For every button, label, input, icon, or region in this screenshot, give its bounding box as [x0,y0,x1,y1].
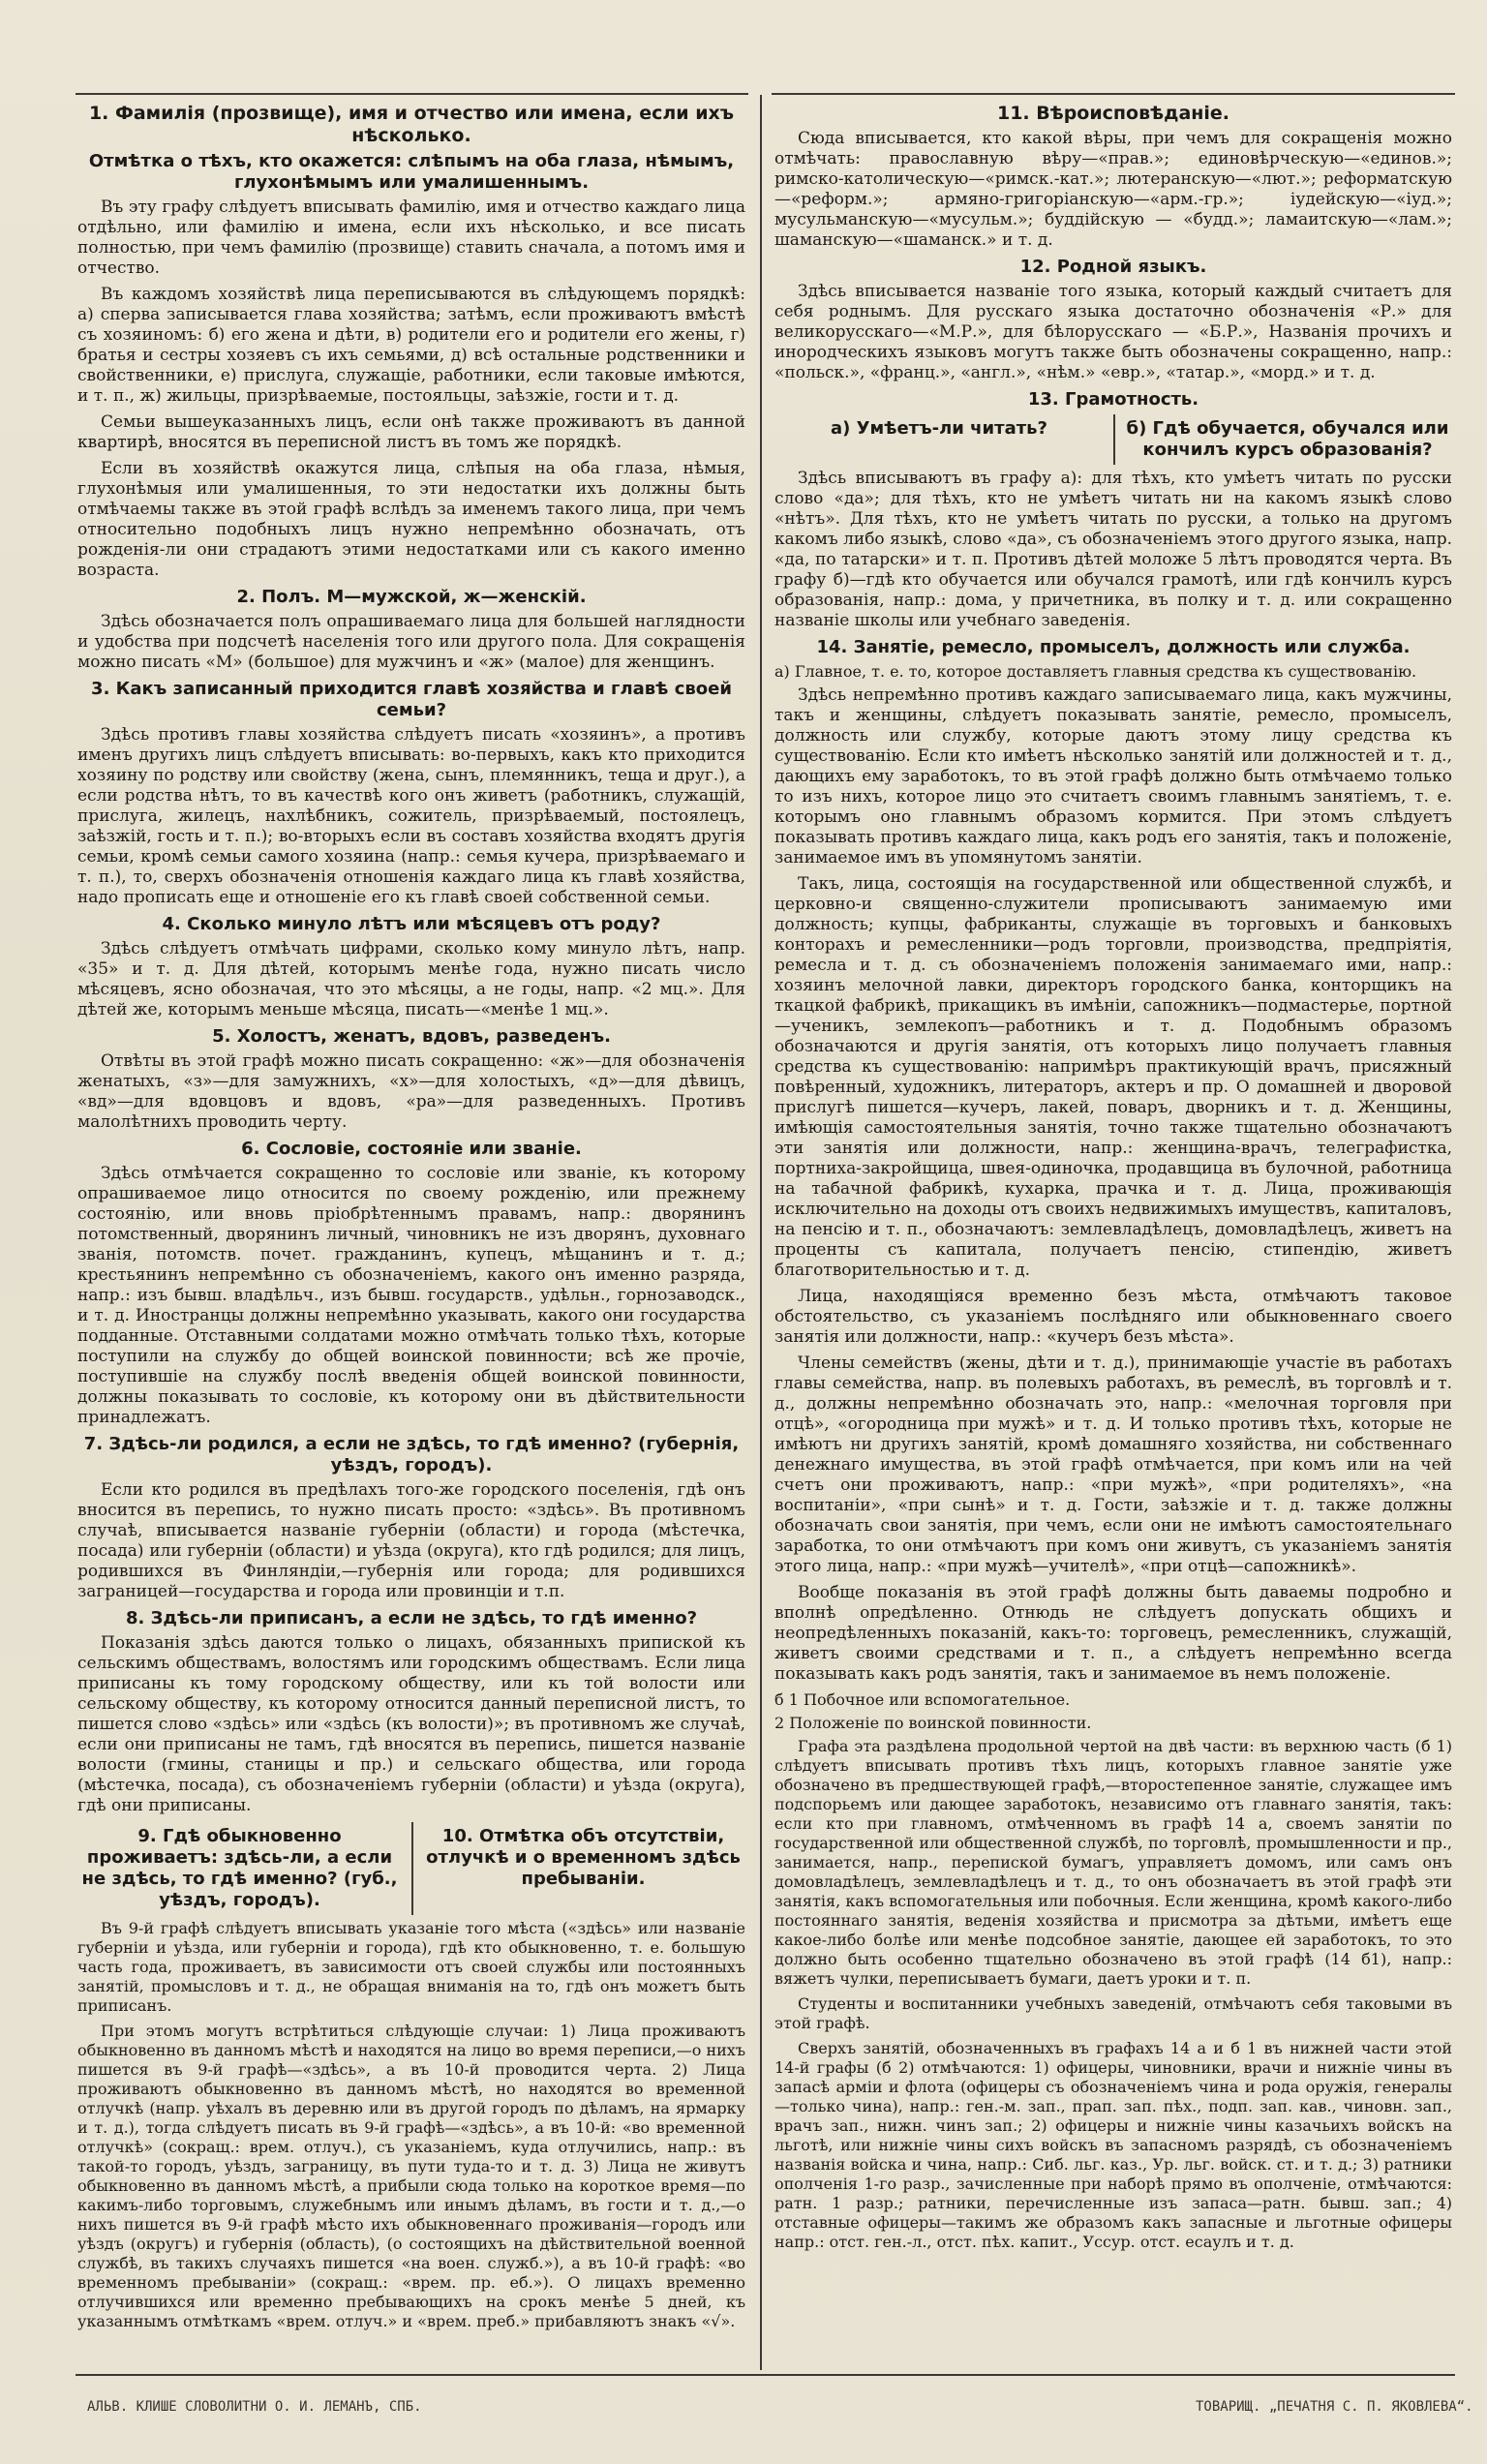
printer-imprint-right: ТОВАРИЩ. „ПЕЧАТНЯ С. П. ЯКОВЛЕВА“. [1196,2399,1473,2415]
section-1-heading: 1. Фамилія (прозвище), имя и отчество или имена, если ихъ нѣсколько. [88,103,735,146]
section-12-heading: 12. Родной языкъ. [1019,257,1207,277]
section-14-heading: 14. Занятіе, ремесло, промыселъ, должность или служба. [816,637,1411,657]
paragraph: Сверхъ занятій, обозначенныхъ въ графахъ 14 а и б 1 въ нижней части этой 14-й графы (б 2) отмѣчаются: 1) офицеры, чиновники, врачи и нижніе чины въ запасѣ арміи и флота (офицеры съ обозначеніемъ чина и рода оружія, генералы—только чина), напр.: ген.-м. зап., прап. зап. пѣх., подп. зап. кав., чиновн. зап., врачъ зап., нижн. чинъ зап.; 2) офицеры и нижніе чины казачьихъ войскъ на льготѣ, или нижніе чины сихъ войскъ въ запасномъ разрядѣ, съ обозначеніемъ названія войска и чина, напр.: Сиб. льг. каз., Ур. льг. войск. ст. и т. д.; 3) ратники ополченія 1-го разр., зачисленные при наборѣ прямо въ ополченіе, отмѣчаются: ратн. 1 разр.; ратники, перечисленные изъ запаса—ратн. бывш. зап.; 4) отставные офицеры—такимъ же образомъ какъ запасные и льготные офицеры напр.: отст. ген.-л., отст. пѣх. капит., Уссур. отст. есаулъ и т. д. [774,2039,1452,2251]
paragraph: При этомъ могутъ встрѣтиться слѣдующіе случаи: 1) Лица проживаютъ обыкновенно въ данномъ мѣстѣ и находятся на лицо во время переписи,—о нихъ пишется въ 9-й графѣ—«здѣсь», а въ 10-й проводится черта. 2) Лица проживаютъ обыкновенно въ данномъ мѣстѣ, но находятся во временной отлучкѣ (напр. уѣхалъ въ деревню или въ другой городъ по дѣламъ, на ярмарку и т. д.), тогда слѣдуетъ писать въ 9-й графѣ—«здѣсь», а въ 10-й: «во временной отлучкѣ» (сокращ.: врем. отлуч.), съ указаніемъ, куда отлучились, напр.: въ такой-то городъ, уѣздъ, заграницу, въ пути туда-то и т. д. 3) Лица не живутъ обыкновенно въ данномъ мѣстѣ, а прибыли сюда только на короткое время—по какимъ-либо торговымъ, служебнымъ или инымъ дѣламъ, въ гости и т. д.,—о нихъ пишется въ 9-й графѣ мѣсто ихъ обыкновеннаго проживанія—городъ или уѣздъ (округъ) и губернія (область), (о состоящихъ на дѣйствительной военной службѣ, въ такихъ случаяхъ пишется «на воен. служб.»), а въ 10-й графѣ: «во временномъ пребываніи» (сокращ.: «врем. пр. еб.»). О лицахъ временно отлучившихся или временно пребывающихъ на срокъ менѣе 5 дней, къ указаннымъ отмѣткамъ «врем. отлуч.» и «врем. преб.» прибавляютъ знакъ «√». [77,2022,745,2330]
section-7-heading: 7. Здѣсь-ли родился, а если не здѣсь, то гдѣ именно? (губернія, уѣздъ, городъ). [83,1434,740,1475]
section-13-heading: 13. Грамотность. [1027,389,1199,410]
section-3-heading: 3. Какъ записанный приходится главѣ хозяйства и главѣ своей семьи? [91,679,732,720]
paragraph: Если въ хозяйствѣ окажутся лица, слѣпыя на оба глаза, нѣмыя, глухонѣмыя или умалишенныя, то эти недостатки ихъ должны быть отмѣчаемы также въ этой графѣ вслѣдъ за именемъ такого лица, при чемъ относительно подобныхъ лицъ нужно непремѣнно обозначать, отъ рожденія-ли они страдаютъ этими недостатками или съ какого именно возраста. [77,459,745,580]
section-9-heading: 9. Гдѣ обыкновенно проживаетъ: здѣсь-ли, а если не здѣсь, то гдѣ именно? (губ., уѣздъ, городъ). [81,1826,398,1910]
sections-9-10-heading [77,1822,745,1915]
paragraph: Отвѣты въ этой графѣ можно писать сокращенно: «ж»—для обозначенія женатыхъ, «з»—для замужнихъ, «х»—для холостыхъ, «д»—для дѣвицъ, «вд»—для вдовцовъ и вдовъ, «ра»—для разведенныхъ. Противъ малолѣтнихъ проводить черту. [77,1051,745,1132]
paragraph: Здѣсь вписывается названіе того языка, который каждый считаетъ для себя роднымъ. Для русскаго языка достаточно обозначенія «Р.» для великорусскаго—«М.Р.», для бѣлорусскаго — «Б.Р.», Названія прочихъ и инородческихъ языковъ могутъ также быть обозначены сокращенно, напр.: «польск.», «франц.», «англ.», «нѣм.» «евр.», «татар.», «морд.» и т. д. [774,282,1452,382]
section-4-heading: 4. Сколько минуло лѣтъ или мѣсяцевъ отъ роду? [162,914,661,934]
paragraph: Семьи вышеуказанныхъ лицъ, если онѣ также проживаютъ въ данной квартирѣ, вносятся въ переписной листъ въ томъ же порядкѣ. [77,412,745,452]
section-6-heading: 6. Сословіе, состояніе или званіе. [241,1139,582,1159]
section-13a-heading: а) Умѣетъ-ли читать? [831,418,1047,439]
section-14b1-heading: б 1 Побочное или вспомогательное. [774,1690,1071,1709]
column-divider [760,95,762,2370]
paragraph: Здѣсь вписываютъ въ графу а): для тѣхъ, кто умѣетъ читать по русски слово «да»; для тѣхъ, кто не умѣетъ читать ни на какомъ языкѣ слово «нѣтъ». Для тѣхъ, кто не умѣетъ читать по русски, а только на другомъ какомъ либо языкѣ, слово «да», съ обозначеніемъ этого другого языка, напр. «да, по татарски» и т. п. Противъ дѣтей моложе 5 лѣтъ проводятся черта. Въ графу б)—гдѣ кто обучается или обучался грамотѣ, или гдѣ кончилъ курсъ образованія, напр.: дома, у причетника, въ полку и т. д. или сокращенно названіе школы или учебнаго заведенія. [774,469,1452,630]
paragraph: Въ эту графу слѣдуетъ вписывать фамилію, имя и отчество каждаго лица отдѣльно, или фамилію и имена, если ихъ нѣсколько, и все писать полностью, при чемъ фамилію (прозвище) ставить сначала, а потомъ имя и отчество. [77,198,745,278]
paragraph: Показанія здѣсь даются только о лицахъ, обязанныхъ припиской къ сельскимъ обществамъ, волостямъ или городскимъ обществамъ. Если лица приписаны къ тому городскому обществу, или къ той волости или сельскому обществу, къ которому относится данный переписной листъ, то пишется слово «здѣсь» или «здѣсь (къ волости)»; въ противномъ же случаѣ, если они приписаны не тамъ, гдѣ вносятся въ перепись, пишется названіе волости (гмины, станицы и пр.) и сельскаго общества, или города (мѣстечка, посада), съ обозначеніемъ губерніи (области) и уѣзда (округа), гдѣ они приписаны. [77,1633,745,1815]
paragraph: Здѣсь обозначается полъ опрашиваемаго лица для большей наглядности и удобства при подсчетѣ населенія того или другого пола. Для сокращенія можно писать «М» (большое) для мужчинъ и «ж» (малое) для женщинъ. [77,612,745,672]
top-rule-right [772,93,1455,95]
paragraph: Члены семействъ (жены, дѣти и т. д.), принимающіе участіе въ работахъ главы семейства, напр. въ полевыхъ работахъ, въ ремеслѣ, въ торговлѣ и т. д., должны непремѣнно обозначать это, напр.: «мелочная торговля при отцѣ», «огородница при мужѣ» и т. д. И только противъ тѣхъ, которые не имѣютъ ни другихъ занятій, кромѣ домашняго хозяйства, ни собственнаго денежнаго имущества, въ этой графѣ отмѣчается, при комъ или на чей счетъ они проживаютъ, напр.: «при мужѣ», «при родителяхъ», «на воспитаніи», «при сынѣ» и т. д. Гости, заѣзжіе и т. д. также должны обозначать свои занятія, при чемъ, если они не имѣютъ самостоятельнаго заработка, то они отмѣчаютъ при комъ они живутъ, съ указаніемъ занятія этого лица, напр.: «при мужѣ—учителѣ», «при отцѣ—сапожникѣ». [774,1354,1452,1576]
section-13-subheadings [774,414,1452,465]
bottom-rule [76,2374,1455,2376]
section-10-heading: 10. Отмѣтка объ отсутствіи, отлучкѣ и о временномъ здѣсь пребываніи. [426,1826,741,1889]
paragraph: Вообще показанія въ этой графѣ должны быть даваемы подробно и вполнѣ опредѣленно. Отнюдь не слѣдуетъ допускать общихъ и неопредѣленныхъ показаній, какъ-то: торговецъ, ремесленникъ, служащій, живетъ своими средствами и т. п., а слѣдуетъ непремѣнно всегда показывать какъ родъ занятія, такъ и занимаемое въ немъ положеніе. [774,1583,1452,1684]
section-11-heading: 11. Вѣроисповѣданіе. [996,103,1230,124]
paragraph: Сюда вписывается, кто какой вѣры, при чемъ для сокращенія можно отмѣчать: православную вѣру—«прав.»; единовѣрческую—«единов.»; римско-католическую—«римск.-кат.»; лютеранскую—«лют.»; реформатскую—«реформ.»; армяно-григоріанскую—«арм.-гр.»; іудейскую—«іуд.»; мусульманскую—«мусульм.»; буддійскую — «будд.»; ламаитскую—«лам.»; шаманскую—«шаманск.» и т. д. [774,129,1452,250]
paragraph: Лица, находящіяся временно безъ мѣста, отмѣчаютъ таковое обстоятельство, съ указаніемъ послѣдняго или обыкновеннаго своего занятія или должности, напр.: «кучеръ безъ мѣста». [774,1287,1452,1347]
section-14b2-heading: 2 Положеніе по воинской повинности. [774,1714,1092,1732]
paragraph: Здѣсь непремѣнно противъ каждаго записываемаго лица, какъ мужчины, такъ и женщины, слѣдуетъ показывать занятіе, ремесло, промыселъ, должность или службу, которые даютъ этому лицу средства къ существованію. Если кто имѣетъ нѣсколько занятій или должностей и т. д., дающихъ ему заработокъ, то въ этой графѣ должно быть отмѣчаемо только то изъ нихъ, которое лицо это считаетъ своимъ главнымъ занятіемъ, т. е. которымъ оно главнымъ образомъ кормится. При этомъ слѣдуетъ показывать противъ каждаго лица, какъ родъ его занятія, такъ и положеніе, занимаемое имъ въ упомянутомъ занятіи. [774,685,1452,867]
paragraph: Графа эта раздѣлена продольной чертой на двѣ части: въ верхнюю часть (б 1) слѣдуетъ вписывать противъ тѣхъ лицъ, которыхъ главное занятіе уже обозначено въ предшествующей графѣ,—второстепенное занятіе, служащее имъ подспорьемъ или дающее заработокъ, независимо отъ главнаго занятія, такъ: если кто при главномъ, отмѣченномъ въ графѣ 14 а, своемъ занятіи по государственной или общественной службѣ, по торговлѣ, промышленности и пр., занимается, напр., перепиской бумагъ, управляетъ домомъ, или самъ онъ домовладѣлецъ, землевладѣлецъ и т. д., то онъ обозначаетъ въ этой графѣ эти занятія, какъ вспомогательныя или побочныя. Если женщина, кромѣ какого-либо постояннаго занятія, веденія хозяйства и присмотра за дѣтьми, имѣетъ еще какое-либо болѣе или менѣе подсобное занятіе, дающее ей заработокъ, то это должно быть особенно тщательно обозначено въ этой графѣ (14 б1), напр.: вяжетъ чулки, переписываетъ бумаги, даетъ уроки и т. п. [774,1737,1452,1988]
top-rule-left [76,93,748,95]
paragraph: Студенты и воспитанники учебныхъ заведеній, отмѣчаютъ себя таковыми въ этой графѣ. [774,1994,1452,2032]
paragraph: Здѣсь противъ главы хозяйства слѣдуетъ писать «хозяинъ», а противъ именъ другихъ лицъ слѣдуетъ вписывать: во-первыхъ, какъ кто приходится хозяину по родству или свойству (жена, сынъ, племянникъ, теща и друг.), а если родства нѣтъ, то въ качествѣ кого онъ живетъ (работникъ, служащій, прислуга, жилецъ, нахлѣбникъ, сожитель, призрѣваемый, постоялецъ, заѣзжій, гость и т. п.); во-вторыхъ если въ составъ хозяйства входятъ другія семьи, кромѣ семьи самого хозяина (напр.: семья кучера, призрѣваемаго и т. п.), то, сверхъ обозначенія отношенія каждаго лица къ главѣ хозяйства, надо прописать еще и отношеніе его къ главѣ своей собственной семьи. [77,725,745,907]
section-5-heading: 5. Холостъ, женатъ, вдовъ, разведенъ. [212,1026,611,1047]
section-14a-heading: а) Главное, т. е. то, которое доставляетъ главныя средства къ существованію. [774,662,1417,681]
paragraph: Здѣсь слѣдуетъ отмѣчать цифрами, сколько кому минуло лѣтъ, напр. «35» и т. д. Для дѣтей, которымъ менѣе года, нужно писать число мѣсяцевъ, ясно обозначая, что это мѣсяцы, а не годы, напр. «2 мц.». Для дѣтей же, которымъ меньше мѣсяца, писать—«менѣе 1 мц.». [77,939,745,1019]
paragraph: Если кто родился въ предѣлахъ того-же городского поселенія, гдѣ онъ вносится въ перепись, то нужно писать просто: «здѣсь». Въ противномъ случаѣ, вписывается названіе губерніи (области) и города (мѣстечка, посада) или губерніи (области) и уѣзда (округа), кто гдѣ родился; для лицъ, родившихся въ Финляндіи,—губернія или города; для родившихся заграницей—государства и города или провинціи и т.п. [77,1480,745,1601]
printer-imprint-left: АЛЬВ. КЛИШЕ СЛОВОЛИТНИ О. И. ЛЕМАНЪ, СПБ. [87,2399,422,2415]
paragraph: Въ 9-й графѣ слѣдуетъ вписывать указаніе того мѣста («здѣсь» или названіе губерніи и уѣзда, или губерніи и города), гдѣ кто обыкновенно, т. е. большую часть года, проживаетъ, въ зависимости отъ своей службы или постоянныхъ занятій, промысловъ и т. д., не обращая вниманія на то, гдѣ онъ можетъ быть приписанъ. [77,1919,745,2015]
section-8-heading: 8. Здѣсь-ли приписанъ, а если не здѣсь, то гдѣ именно? [125,1608,698,1628]
paragraph: Въ каждомъ хозяйствѣ лица переписываются въ слѣдующемъ порядкѣ: а) сперва записывается глава хозяйства; затѣмъ, если проживаютъ вмѣстѣ съ хозяиномъ: б) его жена и дѣти, в) родители его и родители его жены, г) братья и сестры хозяевъ съ ихъ семьями, д) всѣ остальные родственники и свойственники, е) прислуга, служащіе, работники, если таковые имѣются, и т. п., ж) жильцы, призрѣваемые, постояльцы, заѣзжіе, гости и т. д. [77,285,745,406]
section-1-subheading: Отмѣтка о тѣхъ, кто окажется: слѣпымъ на оба глаза, нѣмымъ, глухонѣмымъ или умалишеннымъ. [88,151,735,193]
paragraph: Здѣсь отмѣчается сокращенно то сословіе или званіе, къ которому опрашиваемое лицо относится по своему рожденію, или прежнему состоянію, или вновь пріобрѣтеннымъ правамъ, напр.: дворянинъ потомственный, дворянинъ личный, чиновникъ не изъ дворянъ, духовнаго званія, потомств. почет. гражданинъ, купецъ, мѣщанинъ и т. д.; крестьянинъ непремѣнно съ обозначеніемъ, какого онъ именно разряда, напр.: изъ бывш. владѣльч., изъ бывш. государств., удѣльн., горнозаводск., и т. д. Иностранцы должны непремѣнно указывать, какого они государства подданные. Отставными солдатами можно отмѣчать только тѣхъ, которые поступили на службу до общей воинской повинности; всѣ же прочіе, поступившіе на службу послѣ введенія общей воинской повинности, должны показывать то сословіе, къ которому они въ дѣйствительности принадлежатъ. [77,1164,745,1427]
left-column [77,97,745,2367]
section-2-heading: 2. Полъ. М—мужской, ж—женскій. [236,587,587,607]
right-column [774,97,1452,2367]
section-13b-heading: б) Гдѣ обучается, обучался или кончилъ курсъ образованія? [1126,418,1449,460]
paragraph: Такъ, лица, состоящія на государственной или общественной службѣ, и церковно-и священно-служители прописываютъ занимаемую ими должность; купцы, фабриканты, служащіе въ торговыхъ и банковыхъ конторахъ и ремесленники—родъ торговли, производства, предпріятія, ремесла и т. д. съ обозначеніемъ положенія занимаемаго ими, напр.: хозяинъ мелочной лавки, директоръ городского банка, конторщикъ на ткацкой фабрикѣ, прикащикъ въ имѣніи, сапожникъ—подмастерье, портной—ученикъ, землекопъ—работникъ и т. д. Подобнымъ образомъ обозначаются и другія занятія, отъ которыхъ лицо получаетъ главныя средства къ существованію: напримѣръ практикующій врачъ, присяжный повѣренный, художникъ, литераторъ, актеръ и пр. О домашней и дворовой прислугѣ пишется—кучеръ, лакей, поваръ, дворникъ и т. д. Женщины, имѣющія самостоятельныя занятія, точно также тщательно обозначаютъ эти занятія или должности, напр.: женщина-врачъ, телеграфистка, портниха-закройщица, швея-одиночка, продавщица въ булочной, работница на табачной фабрикѣ, кухарка, прачка и т. д. Лица, проживающія исключительно на доходы отъ своихъ недвижимыхъ имуществъ, капиталовъ, на пенсію и т. п., обозначаютъ: землевладѣлецъ, домовладѣлецъ, живетъ на проценты съ капитала, получаетъ пенсію, стипендію, живетъ благотворительностью и т. д. [774,874,1452,1280]
